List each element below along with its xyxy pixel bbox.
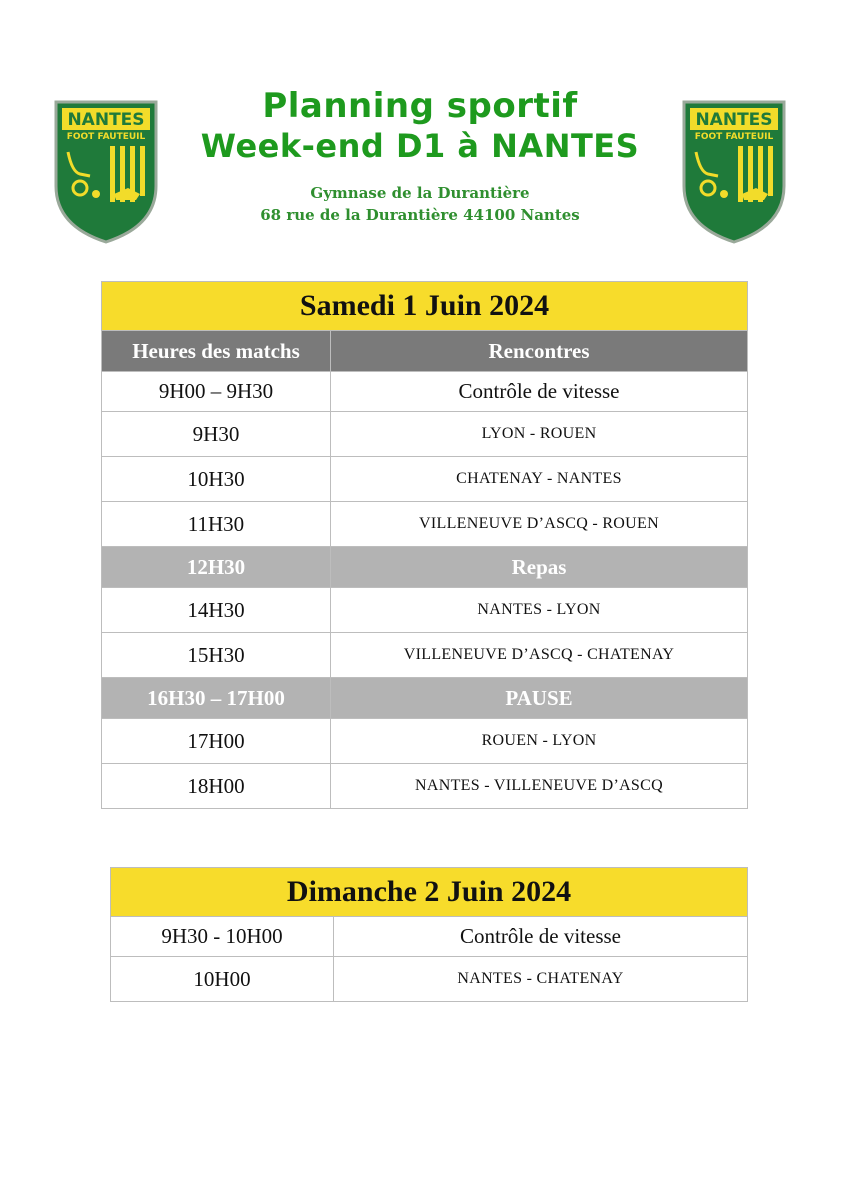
match-cell: ROUEN - LYON (331, 719, 748, 764)
match-cell: VILLENEUVE D’ASCQ - ROUEN (331, 502, 748, 547)
time-cell: 17H00 (102, 719, 331, 764)
day-header-row (111, 868, 748, 917)
time-cell: 15H30 (102, 633, 331, 678)
svg-text:FOOT FAUTEUIL: FOOT FAUTEUIL (66, 132, 146, 142)
match-cell: CHATENAY - NANTES (331, 457, 748, 502)
page-title: Planning sportif (262, 86, 578, 126)
match-cell: VILLENEUVE D’ASCQ - CHATENAY (331, 633, 748, 678)
day-header-row (102, 282, 748, 331)
column-header-match: Rencontres (331, 331, 748, 372)
time-cell: 16H30 – 17H00 (102, 678, 331, 719)
table-row (102, 372, 748, 412)
break-label: PAUSE (331, 678, 748, 719)
table-row (111, 957, 748, 1002)
nantes-foot-fauteuil-logo-left (50, 94, 162, 246)
time-cell: 9H30 - 10H00 (111, 917, 334, 957)
time-cell: 9H30 (102, 412, 331, 457)
break-row-lunch (102, 547, 748, 588)
saturday-schedule-table (101, 281, 748, 809)
match-cell: Contrôle de vitesse (334, 917, 748, 957)
svg-text:FOOT FAUTEUIL: FOOT FAUTEUIL (694, 132, 774, 142)
venue-name: Gymnase de la Durantière (310, 184, 530, 202)
match-cell: NANTES - CHATENAY (334, 957, 748, 1002)
table-row (102, 764, 748, 809)
column-header-time: Heures des matchs (102, 331, 331, 372)
column-header-row (102, 331, 748, 372)
match-cell: NANTES - LYON (331, 588, 748, 633)
time-cell: 10H00 (111, 957, 334, 1002)
table-row (102, 457, 748, 502)
svg-text:NANTES: NANTES (695, 110, 773, 130)
page-subtitle: Week-end D1 à NANTES (200, 127, 640, 165)
time-cell: 9H00 – 9H30 (102, 372, 331, 412)
break-row-pause (102, 678, 748, 719)
match-cell: Contrôle de vitesse (331, 372, 748, 412)
sunday-schedule-table (110, 867, 748, 1002)
time-cell: 10H30 (102, 457, 331, 502)
table-row (102, 588, 748, 633)
table-row (102, 633, 748, 678)
break-label: Repas (331, 547, 748, 588)
match-cell: NANTES - VILLENEUVE D’ASCQ (331, 764, 748, 809)
time-cell: 18H00 (102, 764, 331, 809)
nantes-foot-fauteuil-logo-right (678, 94, 790, 246)
day-title: Samedi 1 Juin 2024 (102, 282, 748, 331)
time-cell: 14H30 (102, 588, 331, 633)
venue-block (160, 182, 680, 226)
svg-text:NANTES: NANTES (67, 110, 145, 130)
match-cell: LYON - ROUEN (331, 412, 748, 457)
table-row (111, 917, 748, 957)
table-row (102, 719, 748, 764)
time-cell: 11H30 (102, 502, 331, 547)
table-row (102, 502, 748, 547)
table-row (102, 412, 748, 457)
day-title: Dimanche 2 Juin 2024 (111, 868, 748, 917)
time-cell: 12H30 (102, 547, 331, 588)
venue-address: 68 rue de la Durantière 44100 Nantes (260, 206, 580, 224)
page-header (160, 86, 680, 226)
